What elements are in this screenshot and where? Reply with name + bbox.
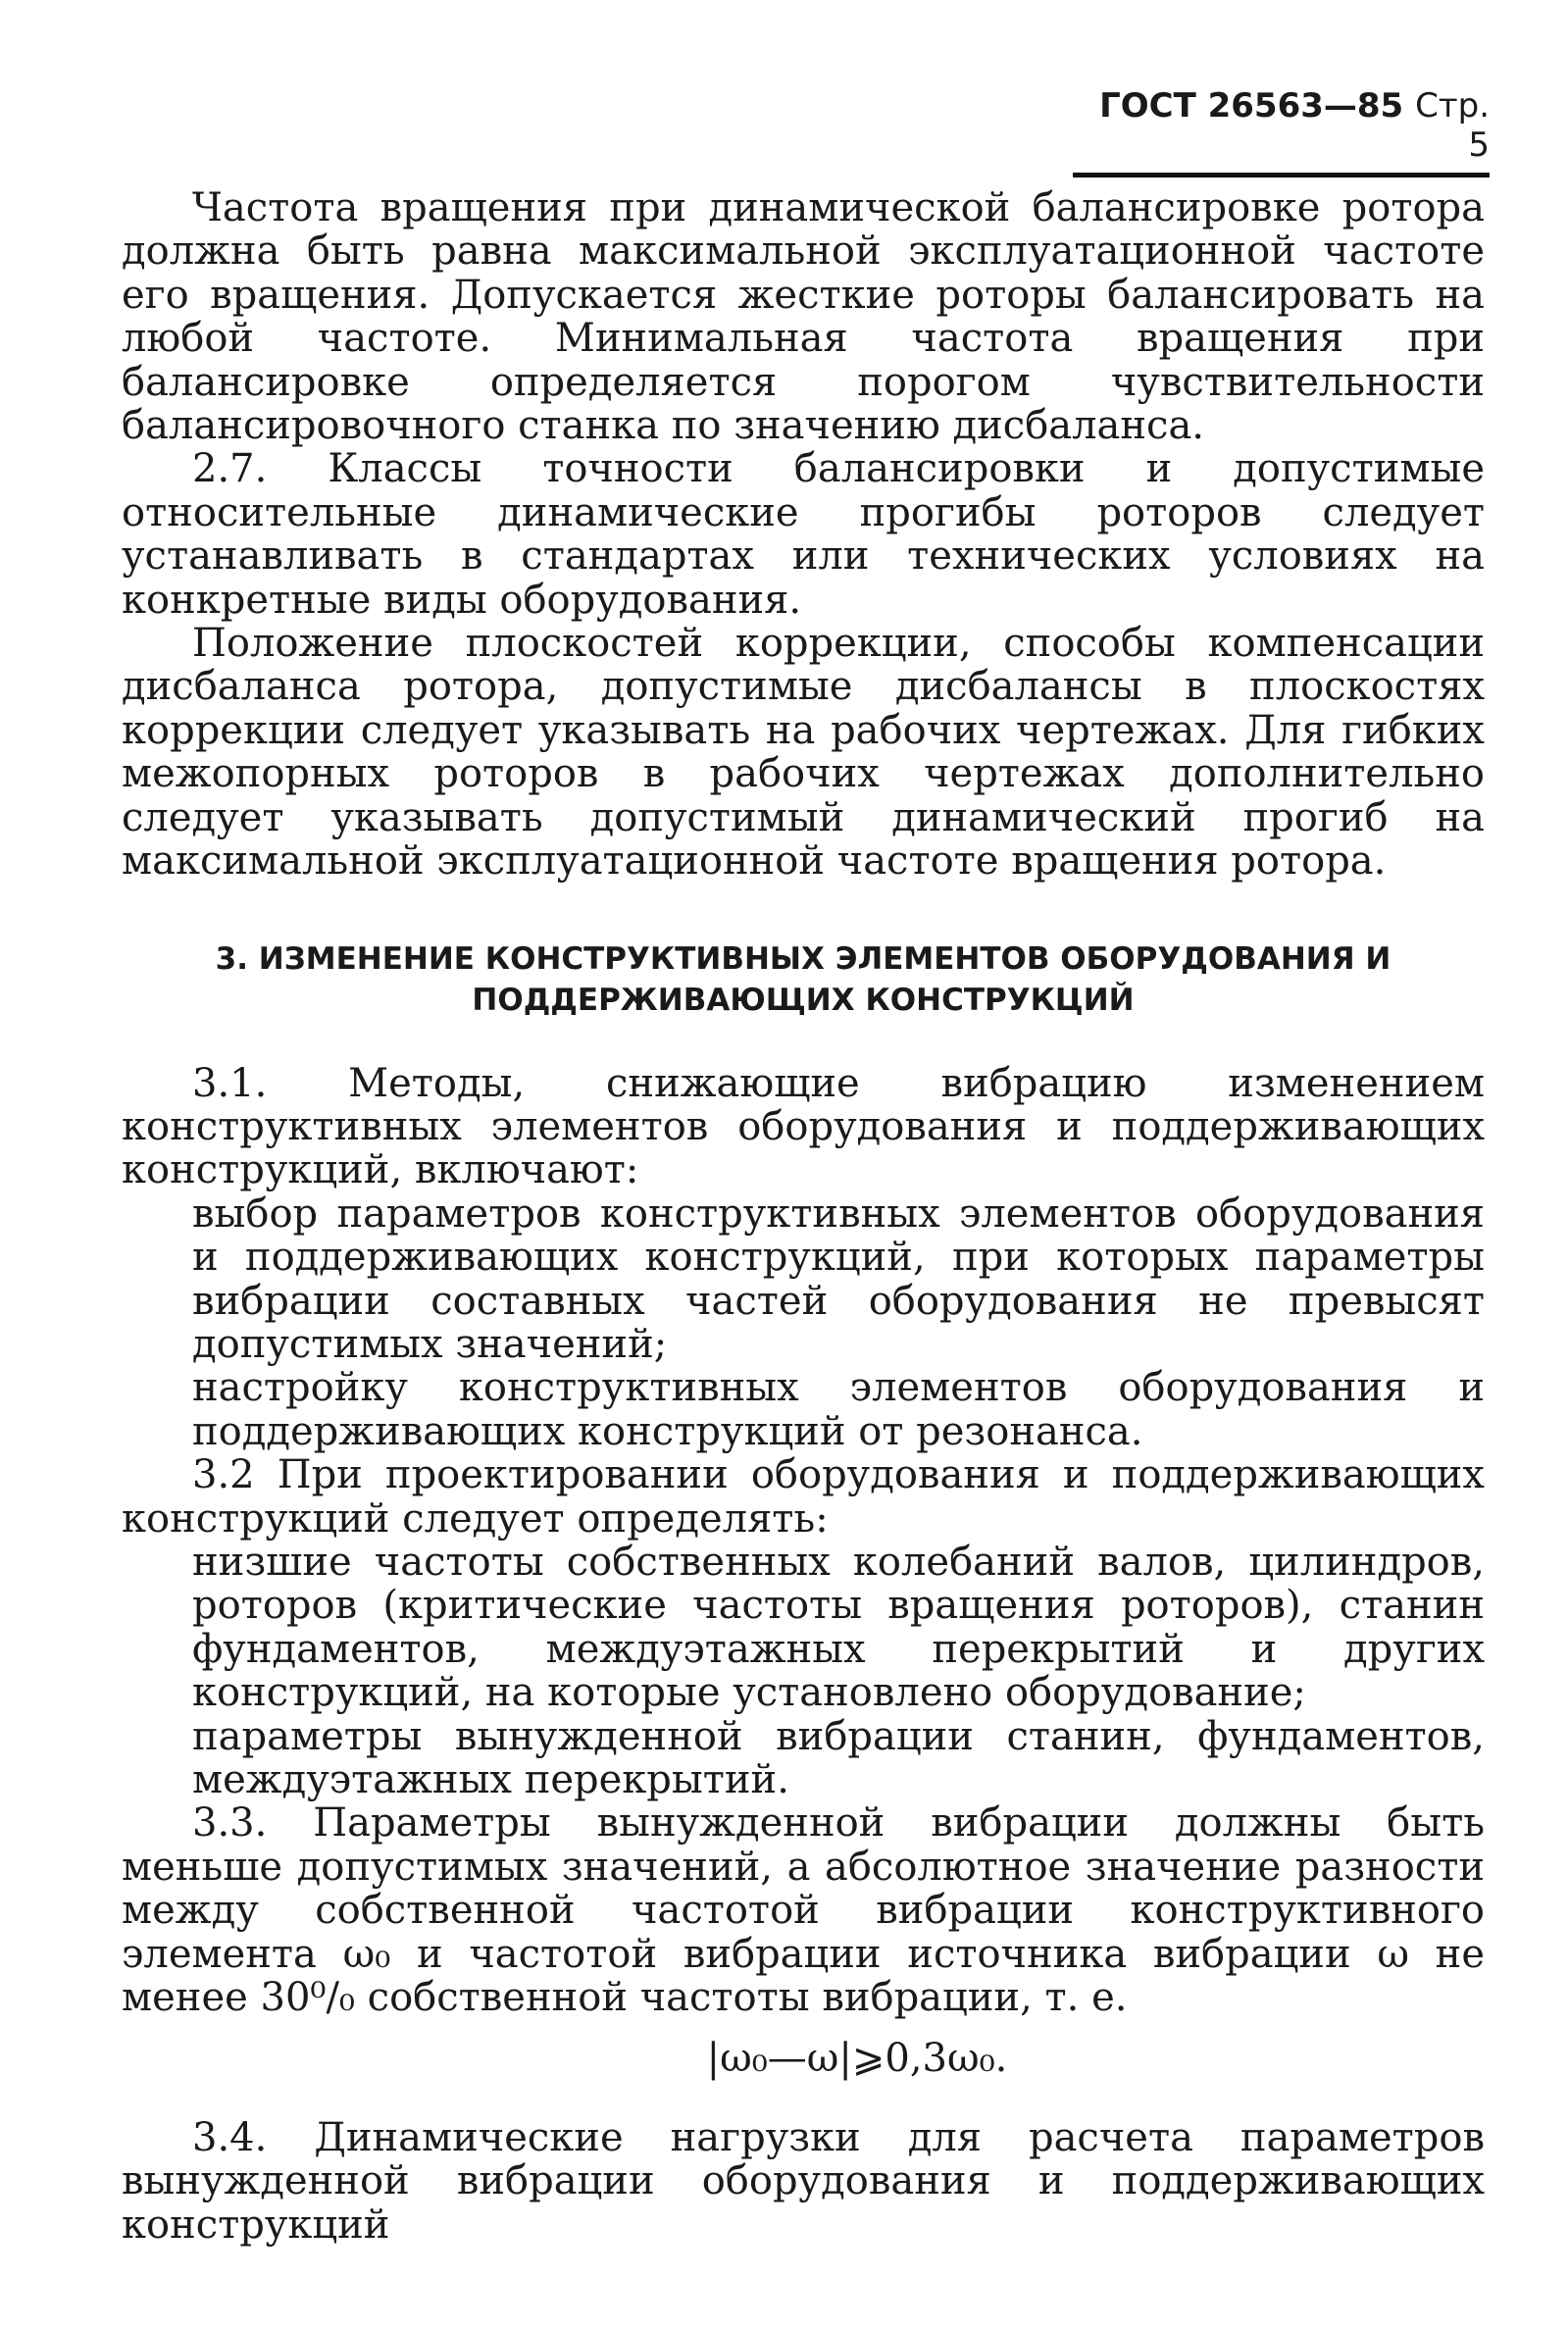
page-header <box>0 86 1490 177</box>
paragraph-2-7: 2.7. Классы точности балансировки и допустимые относительные динамические прогибы роторов следует устанавливать в стандартах или технических условиях на конкретные виды оборудования. <box>122 446 1485 623</box>
section-3-heading <box>122 938 1485 1021</box>
paragraph-3-4: 3.4. Динамические нагрузки для расчета параметров вынужденной вибрации оборудования и поддерживающих конструкций <box>122 2114 1485 2248</box>
heading-line-2: ПОДДЕРЖИВАЮЩИХ КОНСТРУКЦИЙ <box>472 982 1135 1018</box>
paragraph: Частота вращения при динамической балансировке ротора должна быть равна максимальной эксплуатационной частоте его вращения. Допускается жесткие роторы балансировать на любой частоте. Минимальная частота вращения при балансировке определяется порогом чувствительности балансировочного станка по значению дисбаланса. <box>122 185 1485 449</box>
paragraph-3-1: 3.1. Методы, снижающие вибрацию изменением конструктивных элементов оборудования и поддерживающих конструкций, включают: <box>122 1060 1485 1193</box>
paragraph: Положение плоскостей коррекции, способы компенсации дисбаланса ротора, допустимые дисбалансы в плоскостях коррекции следует указывать на рабочих чертежах. Для гибких межопорных роторов в рабочих чертежах дополнительно следует указывать допустимый динамический прогиб на максимальной эксплуатационной частоте вращения ротора. <box>122 621 1485 885</box>
document-body <box>122 186 1485 2247</box>
page-number: Стр. 5 <box>1415 86 1490 165</box>
list-item: параметры вынужденной вибрации станин, фундаментов, междуэтажных перекрытий. <box>192 1713 1485 1802</box>
doc-number: ГОСТ 26563—85 <box>1099 86 1404 126</box>
list-item: настройку конструктивных элементов оборудования и поддерживающих конструкций от резонанса. <box>192 1365 1485 1454</box>
paragraph-3-2: 3.2 При проектировании оборудования и поддерживающих конструкций следует определять: <box>122 1452 1485 1542</box>
list-item: выбор параметров конструктивных элементов оборудования и поддерживающих конструкций, при которых параметры вибрации составных частей оборудования не превысят допустимых значений; <box>192 1190 1485 1367</box>
list-item: низшие частоты собственных колебаний валов, цилиндров, роторов (критические частоты вращения роторов), станин фундаментов, междуэтажных перекрытий и других конструкций, на которые установлено оборудование; <box>192 1539 1485 1716</box>
heading-line-1: 3. ИЗМЕНЕНИЕ КОНСТРУКТИВНЫХ ЭЛЕМЕНТОВ ОБОРУДОВАНИЯ И <box>215 940 1391 977</box>
paragraph-3-3: 3.3. Параметры вынужденной вибрации должны быть меньше допустимых значений, а абсолютное значение разности между собственной частотой вибрации конструктивного элемента ω₀ и частотой вибрации источника вибрации ω не менее 30⁰/₀ собственной частоты вибрации, т. е. <box>122 1800 1485 2021</box>
formula: |ω₀—ω|⩾0,3ω₀. <box>706 2036 1008 2082</box>
header-rule <box>1073 86 1490 177</box>
